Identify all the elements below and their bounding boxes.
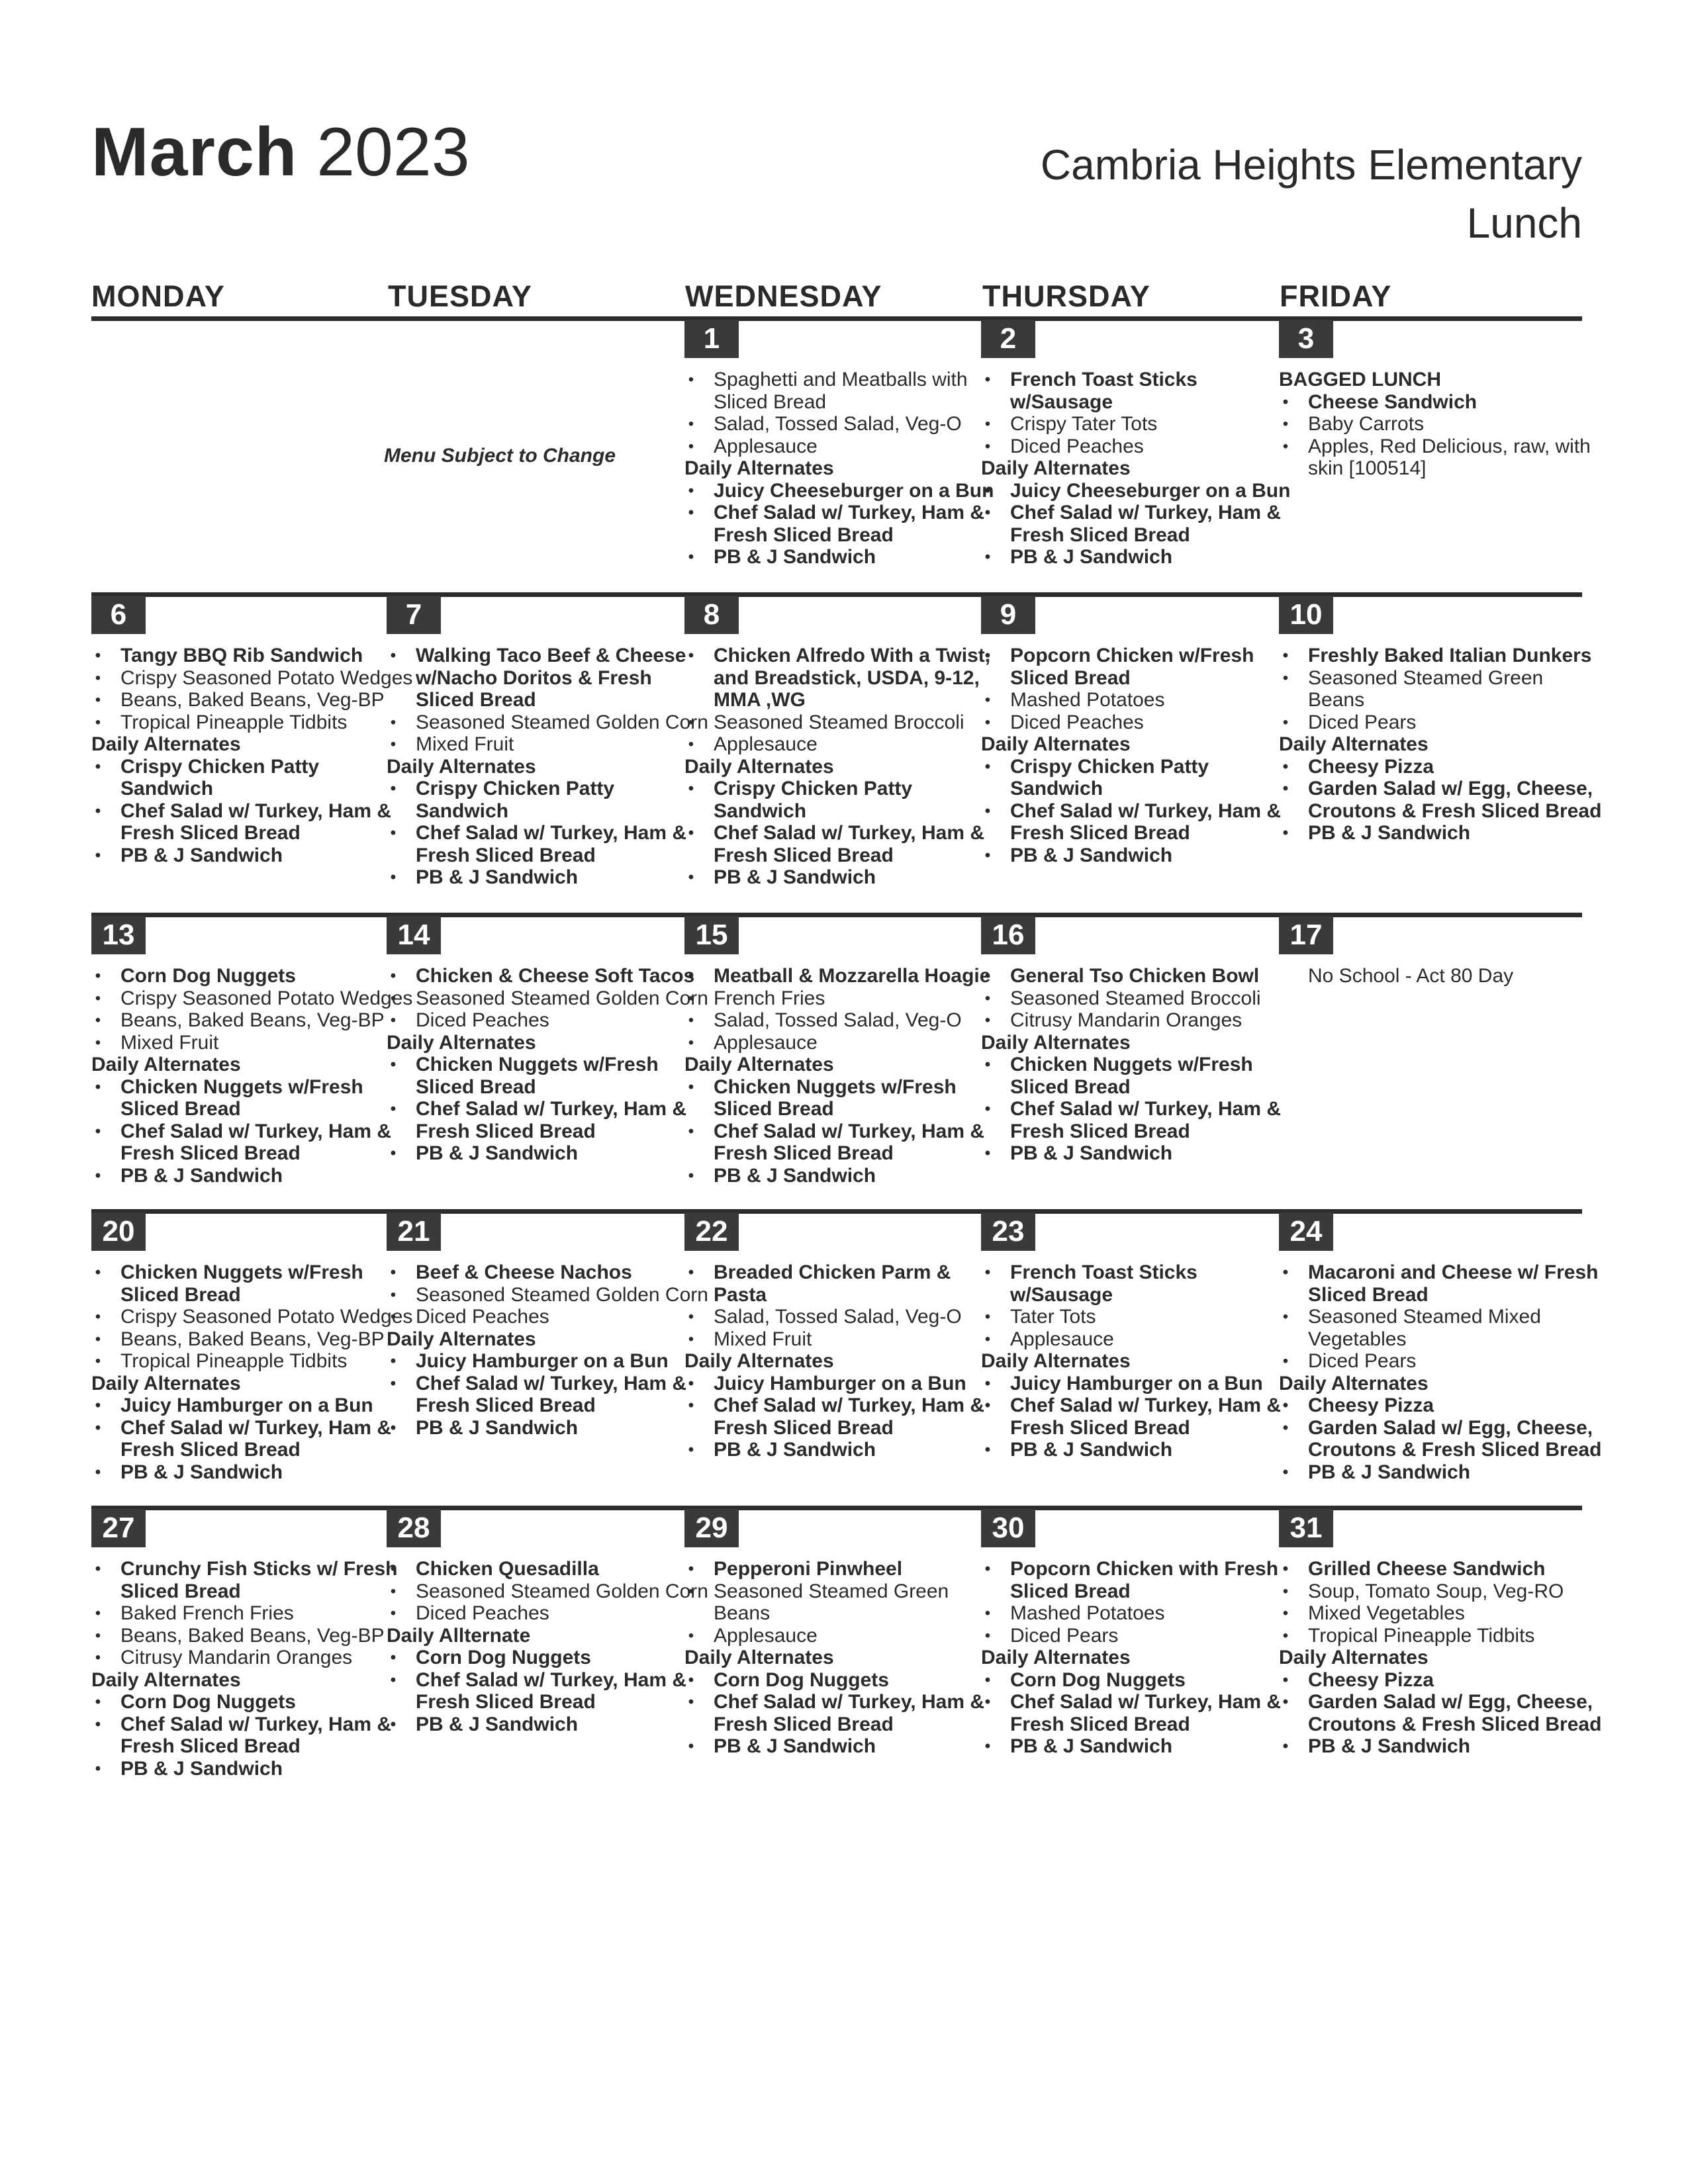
menu-item: • Juicy Cheeseburger on a Bun — [981, 480, 1292, 502]
menu-item: • Chef Salad w/ Turkey, Ham & — [981, 1691, 1292, 1713]
menu-item: • Crispy Chicken Patty — [91, 756, 402, 778]
menu-item: • PB & J Sandwich — [387, 1417, 698, 1439]
menu-item: • Freshly Baked Italian Dunkers — [1279, 645, 1590, 667]
menu-item: Fresh Sliced Bread — [1010, 1713, 1190, 1735]
menu-item: • Seasoned Steamed Golden Corn — [387, 987, 698, 1010]
menu-item: • Seasoned Steamed Golden Corn — [387, 1580, 698, 1603]
weekday-monday: MONDAY — [91, 279, 225, 313]
day-number-badge: 14 — [387, 916, 441, 954]
menu-item: • Beans, Baked Beans, Veg-BP — [91, 1328, 402, 1351]
menu-item: • PB & J Sandwich — [981, 1142, 1292, 1165]
menu-item: • Chicken Nuggets w/Fresh — [91, 1076, 402, 1099]
menu-item: Beans — [714, 1602, 771, 1624]
day-number-badge: 30 — [981, 1509, 1035, 1547]
day-menu — [1279, 1558, 1602, 1758]
menu-item: Fresh Sliced Bread — [120, 1439, 301, 1461]
menu-item: • Juicy Hamburger on a Bun — [684, 1373, 996, 1395]
menu-item: Croutons & Fresh Sliced Bread — [1308, 1439, 1602, 1461]
menu-item: • Pepperoni Pinwheel — [684, 1558, 996, 1580]
menu-item: • Corn Dog Nuggets — [91, 1691, 402, 1713]
day-number-badge: 9 — [981, 596, 1035, 634]
menu-item: • Popcorn Chicken w/Fresh — [981, 645, 1292, 667]
menu-item: • Tropical Pineapple Tidbits — [91, 711, 402, 734]
menu-item: • PB & J Sandwich — [91, 1758, 402, 1780]
menu-item: Sliced Bread — [1010, 666, 1131, 689]
weekday-tuesday: TUESDAY — [388, 279, 532, 313]
day-number-badge: 22 — [684, 1212, 739, 1251]
menu-item: • Chef Salad w/ Turkey, Ham & — [684, 1691, 996, 1713]
menu-item: Fresh Sliced Bread — [714, 523, 894, 546]
menu-item: • Crispy Chicken Patty — [387, 778, 698, 800]
menu-item: • Chef Salad w/ Turkey, Ham & — [981, 502, 1292, 524]
day-menu — [981, 645, 1292, 866]
day-number-badge: 16 — [981, 916, 1035, 954]
day-number-badge: 8 — [684, 596, 739, 634]
menu-item: • Beef & Cheese Nachos — [387, 1261, 698, 1284]
menu-item: • Mixed Fruit — [684, 1328, 996, 1351]
menu-item: • Chef Salad w/ Turkey, Ham & — [387, 822, 698, 844]
menu-item: • Salad, Tossed Salad, Veg-O — [684, 413, 996, 435]
menu-item: • Diced Peaches — [981, 711, 1292, 734]
menu-item: • Chicken Nuggets w/Fresh — [387, 1054, 698, 1076]
day-number-badge: 2 — [981, 320, 1035, 358]
menu-item: • Tater Tots — [981, 1306, 1292, 1328]
menu-item: Pasta — [714, 1283, 767, 1306]
menu-heading: Daily Alternates — [684, 1054, 834, 1075]
menu-item: • Cheese Sandwich — [1279, 391, 1590, 414]
day-menu — [387, 1558, 708, 1735]
weekday-friday: FRIDAY — [1280, 279, 1392, 313]
menu-item: • Chef Salad w/ Turkey, Ham & — [91, 1417, 402, 1439]
menu-item: • Cheesy Pizza — [1279, 1394, 1590, 1417]
menu-item: • Crunchy Fish Sticks w/ Fresh — [91, 1558, 402, 1580]
menu-heading: Daily Alternates — [1279, 1647, 1429, 1668]
menu-item: • Juicy Hamburger on a Bun — [91, 1394, 402, 1417]
day-menu — [91, 965, 413, 1187]
menu-item: • Crispy Tater Tots — [981, 413, 1292, 435]
menu-item: Beans — [1308, 689, 1365, 711]
day-number-badge: 10 — [1279, 596, 1333, 634]
title-month: March — [91, 114, 298, 191]
menu-item: • Citrusy Mandarin Oranges — [981, 1009, 1292, 1032]
menu-item: • Chicken Nuggets w/Fresh — [981, 1054, 1292, 1076]
menu-item: • PB & J Sandwich — [91, 1461, 402, 1484]
menu-item: Fresh Sliced Bread — [416, 1120, 596, 1142]
menu-item: Fresh Sliced Bread — [1010, 1120, 1190, 1142]
menu-item: Fresh Sliced Bread — [120, 1735, 301, 1757]
menu-item: • Seasoned Steamed Golden Corn — [387, 711, 698, 734]
menu-heading: Daily Alternates — [684, 457, 834, 479]
menu-item: • French Toast Sticks — [981, 369, 1292, 391]
day-menu — [684, 369, 996, 569]
title-year: 2023 — [316, 114, 470, 191]
menu-item: • Chef Salad w/ Turkey, Ham & — [387, 1098, 698, 1120]
menu-item: • Corn Dog Nuggets — [91, 965, 402, 987]
menu-item: • General Tso Chicken Bowl — [981, 965, 1292, 987]
menu-item: • Chicken Nuggets w/Fresh — [684, 1076, 996, 1099]
school-header — [1041, 136, 1582, 252]
day-menu — [1279, 965, 1590, 987]
day-menu — [91, 1558, 402, 1780]
day-menu — [981, 965, 1292, 1165]
menu-item: • Cheesy Pizza — [1279, 756, 1590, 778]
menu-item: • Beans, Baked Beans, Veg-BP — [91, 1009, 402, 1032]
menu-item: Fresh Sliced Bread — [714, 1142, 894, 1164]
menu-item: Sliced Bread — [120, 1283, 241, 1306]
menu-item: • Crispy Chicken Patty — [981, 756, 1292, 778]
weekday-wednesday: WEDNESDAY — [685, 279, 882, 313]
menu-heading: Daily Alternates — [387, 1031, 536, 1054]
day-menu — [91, 1261, 413, 1483]
menu-item: • Diced Pears — [1279, 711, 1590, 734]
menu-item: No School - Act 80 Day — [1308, 965, 1514, 987]
menu-item: • PB & J Sandwich — [1279, 1735, 1590, 1758]
menu-item: Sliced Bread — [1010, 1075, 1131, 1098]
menu-item: w/Sausage — [1010, 390, 1113, 413]
menu-item: • Seasoned Steamed Golden Corn — [387, 1284, 698, 1306]
day-menu — [981, 1558, 1292, 1758]
menu-item: • Seasoned Steamed Broccoli — [684, 711, 996, 734]
menu-item: Croutons & Fresh Sliced Bread — [1308, 799, 1602, 822]
menu-item: • PB & J Sandwich — [91, 1165, 402, 1187]
day-number-badge: 23 — [981, 1212, 1035, 1251]
menu-item: • French Toast Sticks — [981, 1261, 1292, 1284]
day-number-badge: 6 — [91, 596, 146, 634]
menu-item: • Mashed Potatoes — [981, 1602, 1292, 1625]
menu-heading: Daily Alternates — [91, 1054, 241, 1075]
menu-item: • Garden Salad w/ Egg, Cheese, — [1279, 1417, 1590, 1439]
menu-item: • PB & J Sandwich — [684, 1165, 996, 1187]
menu-item: Sliced Bread — [120, 1580, 241, 1602]
menu-heading: Daily Alternates — [684, 1350, 834, 1372]
page-title — [91, 114, 470, 191]
day-menu — [981, 369, 1292, 569]
menu-item: • Chef Salad w/ Turkey, Ham & — [684, 1120, 996, 1143]
menu-item: • Chicken Nuggets w/Fresh — [91, 1261, 402, 1284]
menu-item: • Diced Pears — [1279, 1350, 1590, 1373]
menu-note: Menu Subject to Change — [384, 445, 616, 467]
menu-item: • Crispy Seasoned Potato Wedges — [91, 987, 402, 1010]
school-name: Cambria Heights Elementary — [1040, 141, 1582, 189]
menu-item: • Seasoned Steamed Green — [1279, 667, 1590, 690]
menu-item: Sliced Bread — [120, 1098, 241, 1120]
day-number-badge: 29 — [684, 1509, 739, 1547]
menu-item: Fresh Sliced Bread — [714, 1713, 894, 1735]
menu-item: • Popcorn Chicken with Fresh — [981, 1558, 1292, 1580]
menu-item: • Citrusy Mandarin Oranges — [91, 1647, 402, 1669]
day-menu — [387, 965, 708, 1165]
menu-item: Fresh Sliced Bread — [416, 1691, 596, 1713]
menu-heading: Daily Allternate — [387, 1624, 531, 1647]
menu-item: • Meatball & Mozzarella Hoagie — [684, 965, 996, 987]
menu-item: • Chef Salad w/ Turkey, Ham & — [91, 800, 402, 823]
menu-item: • Chef Salad w/ Turkey, Ham & — [91, 1120, 402, 1143]
menu-heading: Daily Alternates — [684, 755, 834, 778]
day-number-badge: 1 — [684, 320, 739, 358]
meal-type: Lunch — [1466, 199, 1582, 247]
menu-item: • PB & J Sandwich — [1279, 822, 1590, 844]
menu-item: • Grilled Cheese Sandwich — [1279, 1558, 1590, 1580]
menu-item: Croutons & Fresh Sliced Bread — [1308, 1713, 1602, 1735]
menu-item: Sliced Bread — [1010, 1580, 1131, 1602]
menu-item: Sandwich — [416, 799, 509, 822]
day-number-badge: 17 — [1279, 916, 1333, 954]
menu-item: • Tangy BBQ Rib Sandwich — [91, 645, 402, 667]
menu-item: • Juicy Hamburger on a Bun — [387, 1350, 698, 1373]
menu-item: • Diced Peaches — [981, 435, 1292, 458]
menu-item: • Seasoned Steamed Broccoli — [981, 987, 1292, 1010]
menu-item: Fresh Sliced Bread — [714, 1416, 894, 1439]
menu-item: • Cheesy Pizza — [1279, 1669, 1590, 1692]
day-menu — [91, 645, 413, 866]
menu-item: • Chef Salad w/ Turkey, Ham & — [981, 800, 1292, 823]
menu-item: • Seasoned Steamed Green — [684, 1580, 996, 1603]
menu-item: • Applesauce — [684, 1625, 996, 1647]
menu-heading: Daily Alternates — [981, 1031, 1131, 1054]
menu-item: • Chef Salad w/ Turkey, Ham & — [981, 1098, 1292, 1120]
menu-item: Fresh Sliced Bread — [120, 1142, 301, 1164]
menu-item: • PB & J Sandwich — [387, 866, 698, 889]
menu-item: • Garden Salad w/ Egg, Cheese, — [1279, 778, 1590, 800]
menu-item: • Diced Peaches — [387, 1009, 698, 1032]
menu-heading: Daily Alternates — [1279, 733, 1429, 755]
menu-heading: Daily Alternates — [1279, 1372, 1429, 1394]
menu-heading: Daily Alternates — [981, 733, 1131, 755]
menu-item: Sandwich — [120, 778, 214, 799]
menu-item: • Chicken Quesadilla — [387, 1558, 698, 1580]
week-divider — [91, 316, 1582, 321]
day-number-badge: 20 — [91, 1212, 146, 1251]
menu-heading: Daily Alternates — [981, 457, 1131, 479]
week-divider — [91, 592, 1582, 597]
menu-heading: Daily Alternates — [91, 1372, 241, 1394]
day-menu — [684, 1558, 996, 1758]
menu-item: • Chicken & Cheese Soft Tacos — [387, 965, 698, 987]
menu-heading: Daily Alternates — [387, 755, 536, 778]
menu-item: Fresh Sliced Bread — [416, 844, 596, 866]
menu-item: Sliced Bread — [1308, 1283, 1429, 1306]
menu-item: • Chef Salad w/ Turkey, Ham & — [684, 822, 996, 844]
menu-item: • PB & J Sandwich — [684, 1439, 996, 1461]
menu-item: • Beans, Baked Beans, Veg-BP — [91, 689, 402, 711]
menu-item: • French Fries — [684, 987, 996, 1010]
day-number-badge: 21 — [387, 1212, 441, 1251]
menu-item: • Diced Peaches — [387, 1306, 698, 1328]
menu-heading: Daily Alternates — [387, 1328, 536, 1350]
menu-item: Sliced Bread — [714, 1098, 834, 1120]
weekday-header-row — [91, 279, 1582, 319]
menu-item: w/Sausage — [1010, 1283, 1113, 1306]
day-menu — [981, 1261, 1292, 1461]
menu-item: • Corn Dog Nuggets — [684, 1669, 996, 1692]
week-divider — [91, 1506, 1582, 1510]
menu-item: Fresh Sliced Bread — [1010, 523, 1190, 546]
menu-item: • Tropical Pineapple Tidbits — [91, 1350, 402, 1373]
menu-item: • Applesauce — [684, 733, 996, 756]
menu-item: • PB & J Sandwich — [981, 546, 1292, 569]
menu-heading: Daily Alternates — [981, 1350, 1131, 1372]
menu-item: and Breadstick, USDA, 9-12, — [714, 666, 980, 689]
menu-item: Sandwich — [714, 799, 807, 822]
day-menu — [387, 1261, 708, 1439]
menu-item: • Mashed Potatoes — [981, 689, 1292, 711]
menu-item: • Salad, Tossed Salad, Veg-O — [684, 1306, 996, 1328]
menu-item: • Mixed Fruit — [387, 733, 698, 756]
day-number-badge: 3 — [1279, 320, 1333, 358]
menu-item: • Chef Salad w/ Turkey, Ham & — [684, 502, 996, 524]
day-number-badge: 13 — [91, 916, 146, 954]
menu-item: • Diced Peaches — [387, 1602, 698, 1625]
day-menu — [1279, 369, 1590, 480]
menu-item: w/Nacho Doritos & Fresh — [416, 666, 652, 689]
menu-item: Fresh Sliced Bread — [1010, 1416, 1190, 1439]
menu-item: • Spaghetti and Meatballs with — [684, 369, 996, 391]
menu-item: • Chef Salad w/ Turkey, Ham & — [981, 1394, 1292, 1417]
menu-item: • Crispy Seasoned Potato Wedges — [91, 667, 402, 690]
day-number-badge: 27 — [91, 1509, 146, 1547]
day-number-badge: 24 — [1279, 1212, 1333, 1251]
menu-item: Fresh Sliced Bread — [416, 1394, 596, 1416]
menu-item: MMA ,WG — [714, 689, 806, 711]
menu-item: • Applesauce — [981, 1328, 1292, 1351]
day-menu — [1279, 1261, 1602, 1483]
menu-heading: Daily Alternates — [981, 1647, 1131, 1668]
day-number-badge: 7 — [387, 596, 441, 634]
menu-heading: Daily Alternates — [684, 1647, 834, 1668]
menu-item: • Apples, Red Delicious, raw, with — [1279, 435, 1590, 458]
menu-item: • Soup, Tomato Soup, Veg-RO — [1279, 1580, 1590, 1603]
week-divider — [91, 1209, 1582, 1214]
week-divider — [91, 913, 1582, 917]
day-menu — [684, 1261, 996, 1461]
menu-item: • PB & J Sandwich — [1279, 1461, 1590, 1484]
menu-item: • Baked French Fries — [91, 1602, 402, 1625]
day-number-badge: 28 — [387, 1509, 441, 1547]
menu-item: • Diced Pears — [981, 1625, 1292, 1647]
day-menu — [387, 645, 708, 889]
menu-item: • Chicken Alfredo With a Twist, — [684, 645, 996, 667]
menu-item: Fresh Sliced Bread — [120, 822, 301, 844]
menu-item: • Chef Salad w/ Turkey, Ham & — [387, 1669, 698, 1692]
day-menu — [684, 965, 996, 1187]
menu-item: Vegetables — [1308, 1328, 1407, 1350]
menu-item: Fresh Sliced Bread — [714, 844, 894, 866]
menu-item: • Corn Dog Nuggets — [387, 1647, 698, 1669]
menu-item: • Mixed Fruit — [91, 1032, 402, 1054]
menu-item: • Chef Salad w/ Turkey, Ham & — [684, 1394, 996, 1417]
menu-item: • PB & J Sandwich — [387, 1713, 698, 1736]
menu-item: Sandwich — [1010, 778, 1103, 799]
menu-item: • Garden Salad w/ Egg, Cheese, — [1279, 1691, 1590, 1713]
menu-item: • PB & J Sandwich — [684, 866, 996, 889]
menu-item: • Juicy Hamburger on a Bun — [981, 1373, 1292, 1395]
menu-item: • PB & J Sandwich — [91, 844, 402, 867]
menu-item: • Juicy Cheeseburger on a Bun — [684, 480, 996, 502]
menu-item: Sliced Bread — [416, 689, 536, 711]
menu-item: • Crispy Seasoned Potato Wedges — [91, 1306, 402, 1328]
menu-item: • PB & J Sandwich — [981, 844, 1292, 867]
day-number-badge: 15 — [684, 916, 739, 954]
menu-item: • PB & J Sandwich — [981, 1439, 1292, 1461]
menu-item: • Beans, Baked Beans, Veg-BP — [91, 1625, 402, 1647]
menu-item: • Baby Carrots — [1279, 413, 1590, 435]
weekday-thursday: THURSDAY — [982, 279, 1150, 313]
menu-item: • Applesauce — [684, 1032, 996, 1054]
menu-heading: BAGGED LUNCH — [1279, 369, 1441, 390]
menu-item: • Breaded Chicken Parm & — [684, 1261, 996, 1284]
day-menu — [1279, 645, 1602, 844]
day-menu — [684, 645, 996, 889]
menu-item: • Tropical Pineapple Tidbits — [1279, 1625, 1590, 1647]
menu-item: • Walking Taco Beef & Cheese — [387, 645, 698, 667]
menu-item: • Chef Salad w/ Turkey, Ham & — [387, 1373, 698, 1395]
menu-item: • Applesauce — [684, 435, 996, 458]
menu-item: • Corn Dog Nuggets — [981, 1669, 1292, 1692]
menu-item: • Crispy Chicken Patty — [684, 778, 996, 800]
day-number-badge: 31 — [1279, 1509, 1333, 1547]
menu-heading: Daily Alternates — [91, 733, 241, 755]
menu-item: • Seasoned Steamed Mixed — [1279, 1306, 1590, 1328]
menu-item: • Chef Salad w/ Turkey, Ham & — [91, 1713, 402, 1736]
menu-item: skin [100514] — [1308, 457, 1427, 479]
menu-item: • PB & J Sandwich — [684, 1735, 996, 1758]
menu-item: • Mixed Vegetables — [1279, 1602, 1590, 1625]
menu-item: Fresh Sliced Bread — [1010, 822, 1190, 844]
menu-heading: Daily Alternates — [91, 1668, 241, 1691]
menu-item: • Macaroni and Cheese w/ Fresh — [1279, 1261, 1590, 1284]
menu-item: Sliced Bread — [714, 390, 827, 413]
menu-item: • PB & J Sandwich — [981, 1735, 1292, 1758]
menu-item: • PB & J Sandwich — [387, 1142, 698, 1165]
menu-item: Sliced Bread — [416, 1075, 536, 1098]
menu-item: • Salad, Tossed Salad, Veg-O — [684, 1009, 996, 1032]
menu-item: • PB & J Sandwich — [684, 546, 996, 569]
